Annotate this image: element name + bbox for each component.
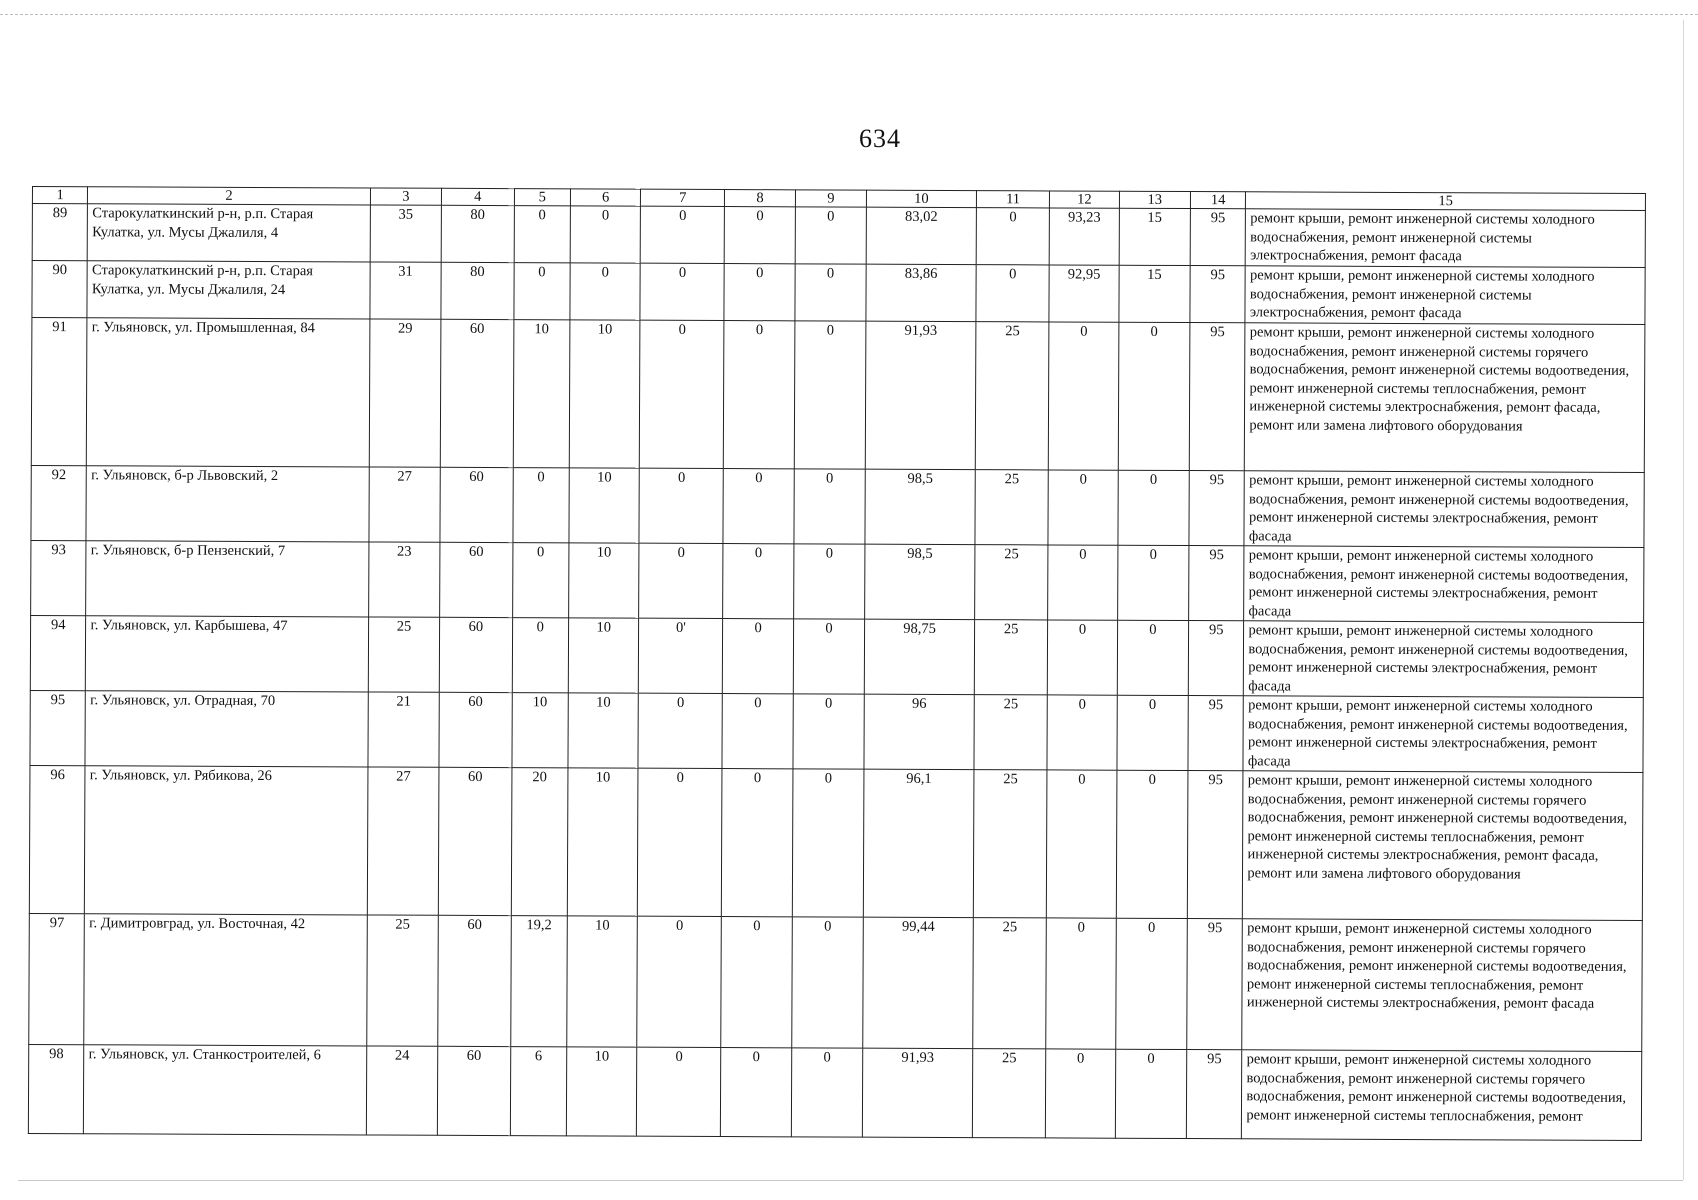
work-types-cell: ремонт крыши, ремонт инженерной системы холодного водоснабжения, ремонт инженерной системы водоотведения, ремонт инженерной системы электроснабжения, ремонт фасада (1244, 546, 1644, 623)
value-cell-col-13: 15 (1119, 265, 1191, 322)
address-cell: г. Ульяновск, б-р Львовский, 2 (86, 466, 369, 542)
value-cell-col-11: 0 (976, 265, 1050, 322)
table-row (30, 690, 1643, 772)
value-cell-col-6: 10 (567, 768, 638, 916)
value-cell-col-14: 95 (1187, 919, 1243, 1050)
table-row (31, 318, 1645, 473)
row-number-cell: 91 (31, 318, 87, 466)
column-header-4: 4 (442, 188, 515, 205)
value-cell-col-3: 21 (368, 692, 440, 767)
value-cell-col-11: 25 (975, 322, 1049, 470)
value-cell-col-6: 10 (567, 916, 638, 1047)
row-number-cell: 93 (31, 540, 87, 615)
value-cell-col-3: 27 (367, 767, 439, 915)
table-body (28, 204, 1645, 1141)
value-cell-col-4: 60 (438, 767, 511, 915)
column-header-15: 15 (1246, 192, 1646, 211)
value-cell-col-5: 0 (512, 543, 569, 618)
address-cell: г. Димитровград, ул. Восточная, 42 (84, 914, 367, 1046)
value-cell-col-13: 0 (1118, 322, 1190, 470)
table-row (29, 765, 1643, 920)
value-cell-col-7: 0 (640, 320, 725, 468)
value-cell-col-12: 0 (1046, 918, 1116, 1049)
row-number-cell: 98 (28, 1044, 84, 1133)
value-cell-col-4: 80 (441, 205, 514, 262)
row-number-cell: 89 (32, 204, 88, 261)
address-cell: г. Ульяновск, ул. Промышленная, 84 (87, 318, 370, 467)
value-cell-col-14: 95 (1189, 471, 1245, 546)
value-cell-col-14: 95 (1189, 546, 1245, 621)
value-cell-col-7: 0 (638, 768, 723, 916)
work-types-cell: ремонт крыши, ремонт инженерной системы холодного водоснабжения, ремонт инженерной системы горячего водоснабжения, ремонт инженерной системы водоотведения, ремонт инженерной системы теплоснабжения, ремонт инженерной системы электроснабжения, ремонт фасада (1242, 919, 1642, 1052)
value-cell-col-9: 0 (794, 321, 866, 469)
value-cell-col-11: 0 (976, 208, 1050, 265)
value-cell-col-4: 60 (437, 1046, 510, 1135)
row-number-cell: 90 (32, 261, 88, 318)
value-cell-col-4: 60 (439, 617, 512, 692)
value-cell-col-11: 25 (974, 545, 1048, 620)
scan-edge-bottom (18, 1180, 1683, 1181)
value-cell-col-6: 0 (570, 263, 641, 320)
value-cell-col-13: 0 (1116, 770, 1188, 918)
table-row (32, 261, 1645, 325)
value-cell-col-9: 0 (792, 769, 864, 917)
value-cell-col-8: 0 (722, 769, 793, 917)
value-cell-col-7: 0 (637, 916, 722, 1047)
work-types-cell: ремонт крыши, ремонт инженерной системы холодного водоснабжения, ремонт инженерной системы электроснабжения, ремонт фасада (1246, 209, 1646, 268)
row-number-cell: 92 (31, 465, 87, 540)
address-cell: г. Ульяновск, ул. Отрадная, 70 (85, 691, 368, 767)
table-row (32, 204, 1645, 268)
value-cell-col-3: 35 (370, 205, 442, 262)
value-cell-col-12: 0 (1049, 322, 1119, 470)
address-cell: г. Ульяновск, ул. Рябикова, 26 (85, 766, 368, 915)
row-number-cell: 97 (29, 913, 85, 1044)
column-header-6: 6 (570, 189, 640, 206)
address-cell: г. Ульяновск, б-р Пензенский, 7 (86, 541, 369, 617)
value-cell-col-10: 99,44 (863, 917, 973, 1048)
value-cell-col-3: 29 (369, 319, 441, 467)
value-cell-col-10: 98,5 (865, 544, 975, 619)
value-cell-col-11: 25 (974, 620, 1048, 695)
value-cell-col-3: 25 (368, 617, 440, 692)
value-cell-col-13: 0 (1117, 695, 1189, 770)
work-types-cell: ремонт крыши, ремонт инженерной системы холодного водоснабжения, ремонт инженерной системы горячего водоснабжения, ремонт инженерной системы водоотведения, ремонт инженерной системы теплоснабжения, ремонт инженерной системы электроснабжения, ремонт фасада, ремонт или замена лифтового оборудования (1243, 771, 1643, 921)
value-cell-col-5: 0 (512, 618, 569, 693)
value-cell-col-13: 0 (1117, 620, 1189, 695)
column-header-9: 9 (795, 190, 866, 207)
value-cell-col-5: 10 (511, 693, 568, 768)
row-number-cell: 94 (30, 615, 86, 690)
value-cell-col-9: 0 (792, 917, 864, 1048)
value-cell-col-5: 20 (511, 768, 568, 916)
value-cell-col-5: 0 (513, 263, 570, 320)
value-cell-col-6: 10 (568, 618, 639, 693)
value-cell-col-8: 0 (723, 469, 794, 544)
value-cell-col-12: 0 (1046, 1049, 1116, 1138)
value-cell-col-14: 95 (1188, 621, 1244, 696)
value-cell-col-10: 98,75 (864, 619, 974, 694)
value-cell-col-5: 6 (510, 1047, 567, 1136)
value-cell-col-12: 93,23 (1050, 208, 1119, 265)
value-cell-col-8: 0 (724, 321, 795, 469)
value-cell-col-9: 0 (795, 264, 867, 321)
value-cell-col-8: 0 (721, 1048, 792, 1137)
value-cell-col-6: 0 (570, 206, 641, 263)
value-cell-col-11: 25 (974, 695, 1048, 770)
column-header-10: 10 (867, 190, 977, 207)
column-header-7: 7 (641, 189, 725, 206)
data-table (28, 186, 1646, 1141)
value-cell-col-14: 95 (1186, 1050, 1242, 1139)
value-cell-col-8: 0 (723, 619, 794, 694)
work-types-cell: ремонт крыши, ремонт инженерной системы холодного водоснабжения, ремонт инженерной системы горячего водоснабжения, ремонт инженерной системы водоотведения, ремонт инженерной системы теплоснабжения, ремонт инженерной системы электроснабжения, ремонт фасада, ремонт или замена лифтового оборудования (1245, 323, 1645, 473)
value-cell-col-4: 60 (439, 692, 512, 767)
work-types-cell: ремонт крыши, ремонт инженерной системы холодного водоснабжения, ремонт инженерной системы электроснабжения, ремонт фасада (1245, 266, 1645, 325)
column-header-5: 5 (514, 189, 571, 206)
value-cell-col-9: 0 (795, 207, 867, 264)
value-cell-col-6: 10 (569, 468, 640, 543)
value-cell-col-9: 0 (791, 1048, 863, 1137)
value-cell-col-7: 0 (639, 543, 723, 618)
column-header-8: 8 (725, 190, 795, 207)
work-types-cell: ремонт крыши, ремонт инженерной системы холодного водоснабжения, ремонт инженерной системы водоотведения, ремонт инженерной системы электроснабжения, ремонт фасада (1243, 696, 1643, 773)
value-cell-col-9: 0 (793, 544, 865, 619)
value-cell-col-13: 0 (1118, 470, 1190, 545)
value-cell-col-12: 0 (1047, 695, 1117, 770)
value-cell-col-7: 0 (639, 468, 723, 543)
column-header-12: 12 (1050, 191, 1119, 208)
scan-edge-right (1683, 20, 1684, 1180)
value-cell-col-7: 0 (637, 1047, 722, 1136)
work-types-cell: ремонт крыши, ремонт инженерной системы холодного водоснабжения, ремонт инженерной системы водоотведения, ремонт инженерной системы электроснабжения, ремонт фасада (1244, 621, 1644, 698)
row-number-cell: 95 (30, 690, 86, 765)
column-header-2: 2 (88, 187, 370, 205)
value-cell-col-6: 10 (569, 543, 640, 618)
value-cell-col-10: 96,1 (863, 769, 973, 917)
value-cell-col-7: 0 (638, 693, 722, 768)
value-cell-col-4: 60 (440, 467, 513, 542)
value-cell-col-13: 0 (1115, 1049, 1187, 1138)
value-cell-col-3: 24 (366, 1046, 438, 1135)
value-cell-col-11: 25 (973, 918, 1047, 1049)
table-row (31, 540, 1644, 622)
value-cell-col-7: 0 (640, 263, 724, 320)
value-cell-col-7: 0' (639, 618, 723, 693)
value-cell-col-3: 27 (369, 467, 441, 542)
work-types-cell: ремонт крыши, ремонт инженерной системы холодного водоснабжения, ремонт инженерной системы водоотведения, ремонт инженерной системы электроснабжения, ремонт фасада (1244, 471, 1644, 548)
value-cell-col-14: 95 (1188, 696, 1244, 771)
value-cell-col-8: 0 (721, 917, 792, 1048)
value-cell-col-8: 0 (722, 694, 793, 769)
value-cell-col-12: 0 (1047, 770, 1117, 918)
value-cell-col-12: 0 (1048, 545, 1118, 620)
table-row (29, 913, 1643, 1051)
value-cell-col-8: 0 (725, 207, 796, 264)
value-cell-col-4: 60 (440, 542, 513, 617)
address-cell: Старокулаткинский р-н, р.п. Старая Кулатка, ул. Мусы Джалиля, 24 (87, 261, 370, 319)
value-cell-col-4: 60 (438, 915, 511, 1046)
value-cell-col-10: 91,93 (865, 321, 975, 469)
value-cell-col-14: 95 (1189, 323, 1245, 471)
column-header-11: 11 (976, 191, 1050, 208)
value-cell-col-4: 60 (440, 319, 513, 467)
table-row (31, 465, 1644, 547)
value-cell-col-9: 0 (794, 469, 866, 544)
column-header-14: 14 (1190, 192, 1245, 209)
column-header-3: 3 (370, 188, 441, 205)
value-cell-col-11: 25 (975, 470, 1049, 545)
work-types-cell: ремонт крыши, ремонт инженерной системы холодного водоснабжения, ремонт инженерной системы горячего водоснабжения, ремонт инженерной системы водоотведения, ремонт инженерной системы теплоснабжения, ремонт (1242, 1050, 1642, 1141)
value-cell-col-11: 25 (972, 1049, 1046, 1138)
value-cell-col-13: 0 (1115, 918, 1187, 1049)
value-cell-col-10: 83,02 (866, 207, 976, 264)
value-cell-col-5: 19,2 (510, 916, 567, 1047)
address-cell: г. Ульяновск, ул. Карбышева, 47 (86, 616, 369, 692)
value-cell-col-14: 95 (1190, 266, 1246, 323)
column-header-1: 1 (32, 187, 87, 204)
row-number-cell: 96 (29, 765, 85, 913)
value-cell-col-9: 0 (793, 619, 865, 694)
value-cell-col-5: 10 (513, 320, 570, 468)
scan-edge-top (0, 14, 1698, 15)
page-number: 634 (859, 124, 901, 153)
value-cell-col-5: 0 (512, 468, 569, 543)
value-cell-col-9: 0 (793, 694, 865, 769)
value-cell-col-12: 0 (1048, 620, 1118, 695)
value-cell-col-5: 0 (514, 206, 571, 263)
value-cell-col-12: 0 (1048, 470, 1118, 545)
value-cell-col-11: 25 (973, 770, 1047, 918)
document-page (28, 186, 1646, 1141)
value-cell-col-13: 15 (1119, 208, 1191, 265)
value-cell-col-7: 0 (640, 206, 724, 263)
value-cell-col-12: 92,95 (1049, 265, 1118, 322)
value-cell-col-8: 0 (724, 264, 795, 321)
address-cell: г. Ульяновск, ул. Станкостроителей, 6 (84, 1045, 367, 1135)
value-cell-col-3: 31 (370, 262, 442, 319)
value-cell-col-10: 83,86 (866, 264, 976, 321)
value-cell-col-14: 95 (1190, 209, 1246, 266)
table-row (30, 615, 1643, 697)
value-cell-col-14: 95 (1187, 771, 1243, 919)
value-cell-col-3: 23 (368, 542, 440, 617)
value-cell-col-10: 98,5 (865, 469, 975, 544)
value-cell-col-4: 80 (441, 262, 514, 319)
value-cell-col-6: 10 (566, 1047, 637, 1136)
value-cell-col-8: 0 (723, 544, 794, 619)
value-cell-col-6: 10 (568, 693, 639, 768)
address-cell: Старокулаткинский р-н, р.п. Старая Кулатка, ул. Мусы Джалиля, 4 (88, 204, 371, 262)
value-cell-col-13: 0 (1117, 545, 1189, 620)
table-row (28, 1044, 1641, 1140)
value-cell-col-3: 25 (366, 915, 438, 1046)
value-cell-col-6: 10 (569, 320, 640, 468)
value-cell-col-10: 96 (864, 694, 974, 769)
column-header-13: 13 (1119, 191, 1190, 208)
value-cell-col-10: 91,93 (862, 1048, 972, 1137)
